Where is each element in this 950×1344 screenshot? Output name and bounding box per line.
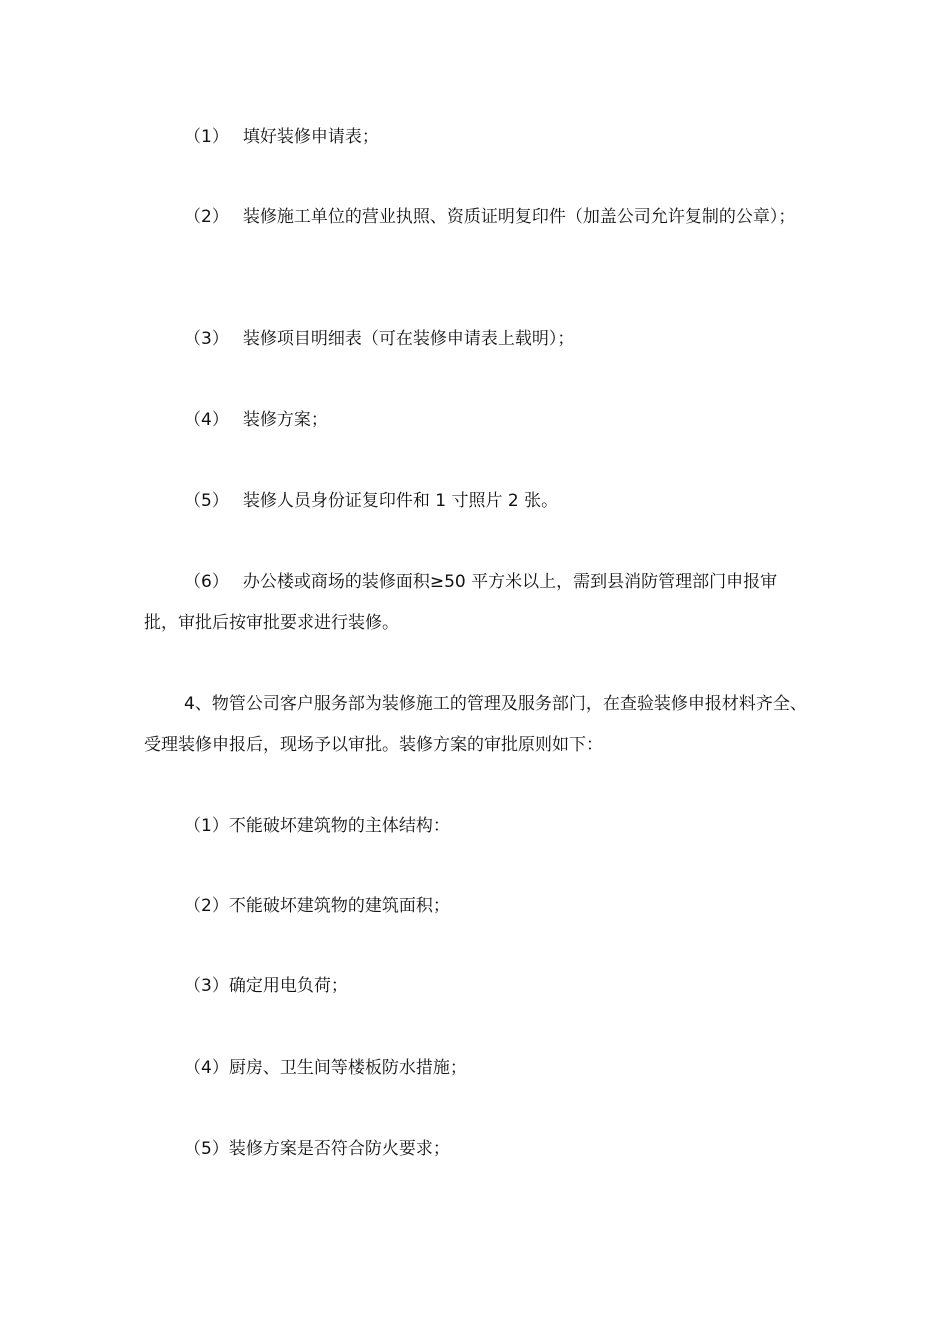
paragraph-principle-4 [144, 1048, 810, 1089]
paragraph-section-4 [144, 684, 810, 766]
paragraph-principle-3 [144, 966, 810, 1007]
item-marker: （3） [184, 329, 229, 349]
paragraph-text: 装修人员身份证复印件和 1 寸照片 2 张。 [242, 491, 559, 511]
paragraph-principle-1 [144, 806, 810, 847]
item-marker: （5） [184, 491, 229, 511]
paragraph-text: （3）确定用电负荷； [184, 976, 348, 996]
paragraph-item-5 [144, 481, 810, 522]
paragraph-text: 装修施工单位的营业执照、资质证明复印件（加盖公司允许复制的公章）； [242, 207, 796, 227]
item-marker: （4） [184, 410, 229, 430]
paragraph-principle-2 [144, 886, 810, 927]
paragraph-item-1 [144, 117, 810, 158]
paragraph-text: 装修方案； [242, 410, 328, 430]
paragraph-text: 填好装修申请表； [242, 127, 379, 147]
paragraph-text: （2）不能破坏建筑物的建筑面积； [184, 896, 450, 916]
paragraph-text: 办公楼或商场的装修面积≥50 平方米以上，需到县消防管理部门申报审批，审批后按审批要求进行装修。 [144, 572, 778, 633]
item-marker: （6） [184, 572, 229, 592]
paragraph-principle-5 [144, 1129, 810, 1170]
paragraph-text: （5）装修方案是否符合防火要求； [184, 1139, 450, 1159]
paragraph-text: 装修项目明细表（可在装修申请表上载明）； [242, 329, 575, 349]
item-marker: （2） [184, 207, 229, 227]
paragraph-text: （1）不能破坏建筑物的主体结构： [184, 816, 450, 836]
paragraph-item-3 [144, 319, 810, 360]
paragraph-item-2 [144, 197, 810, 238]
paragraph-item-4 [144, 400, 810, 441]
paragraph-text: （4）厨房、卫生间等楼板防水措施； [184, 1058, 467, 1078]
paragraph-text: 4、物管公司客户服务部为装修施工的管理及服务部门，在查验装修申报材料齐全、受理装修申报后，现场予以审批。装修方案的审批原则如下： [144, 694, 807, 755]
paragraph-item-6 [144, 562, 810, 644]
item-marker: （1） [184, 127, 229, 147]
